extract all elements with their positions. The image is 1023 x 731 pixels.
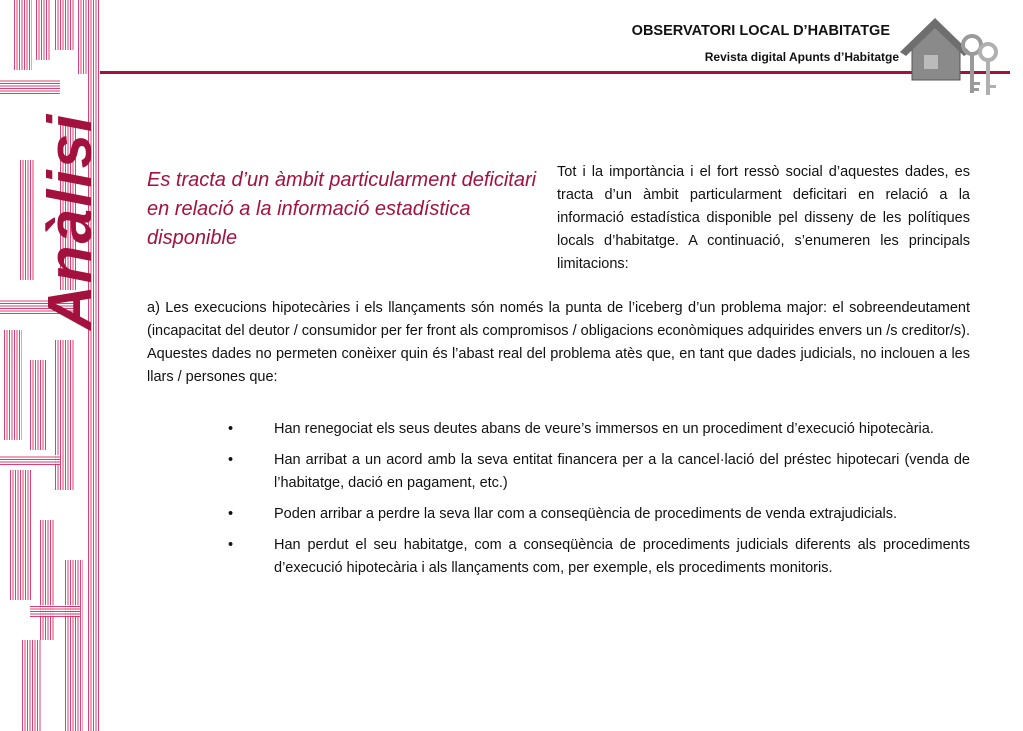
publication-title: OBSERVATORI LOCAL D’HABITATGE	[631, 23, 890, 39]
list-item-text: Han perdut el seu habitatge, com a conseqüència de procediments judicials diferents als procediments d’execució hipotecària i als llançaments com, per exemple, els procediments monitoris.	[274, 537, 970, 576]
stripe-bar	[22, 640, 42, 731]
list-item	[228, 418, 970, 441]
stripe-bar	[14, 0, 32, 70]
stripe-bar	[78, 0, 100, 74]
stripe-bar	[55, 0, 75, 50]
bullet-list	[228, 418, 970, 588]
list-item	[228, 503, 970, 526]
stripe-bar	[40, 520, 54, 640]
stripe-bar	[4, 330, 22, 440]
list-item-text: Han renegociat els seus deutes abans de veure’s immersos en un procediment d’execució hipotecària.	[274, 421, 934, 437]
bullet-icon: •	[228, 537, 234, 553]
highlight-quote: Es tracta d’un àmbit particularment deficitari en relació a la informació estadística disponible	[147, 169, 537, 249]
section-title: Anàlisi	[36, 112, 105, 330]
stripe-bar	[36, 0, 50, 60]
decorative-stripes	[0, 0, 105, 731]
stripe-bar	[65, 560, 83, 731]
stripe-bar	[0, 80, 60, 94]
stripe-bar	[30, 360, 46, 450]
intro-paragraph: Tot i la importància i el fort ressò social d’aquestes dades, es tracta d’un àmbit particularment deficitari en relació a la informació estadística disponible pel disseny de les polítiques locals d’habitatge. A continuació, s’enumeren les principals limitacions:	[557, 164, 970, 272]
stripe-bar	[55, 340, 75, 490]
limitation-paragraph: a) Les execucions hipotecàries i els llançaments són només la punta de l’iceberg d’un problema major: el sobreendeutament (incapacitat del deutor / consumidor per fer front als compromisos / obligacions econòmiques adquirides envers un /s creditor/s). Aquestes dades no permeten conèixer quin és l’abast real del problema atès que, en tant que dades judicials, no inclouen a les llars / persones que:	[147, 300, 970, 385]
publication-subtitle: Revista digital Apunts d’Habitatge	[704, 50, 899, 64]
stripe-bar	[20, 160, 34, 280]
stripe-bar	[0, 455, 60, 465]
header-divider	[100, 71, 1010, 74]
list-item-text: Poden arribar a perdre la seva llar com a conseqüència de procediments de venda extrajudicials.	[274, 506, 898, 522]
list-item	[228, 449, 970, 495]
list-item-text: Han arribat a un acord amb la seva entitat financera per a la cancel·lació del préstec hipotecari (venda de l’habitatge, dació en pagament, etc.)	[274, 452, 970, 491]
bullet-icon: •	[228, 421, 234, 437]
bullet-icon: •	[228, 452, 234, 468]
house-keys-icon	[900, 10, 1010, 100]
list-item	[228, 534, 970, 580]
stripe-bar	[10, 470, 32, 600]
stripe-bar	[30, 605, 80, 617]
bullet-icon: •	[228, 506, 234, 522]
